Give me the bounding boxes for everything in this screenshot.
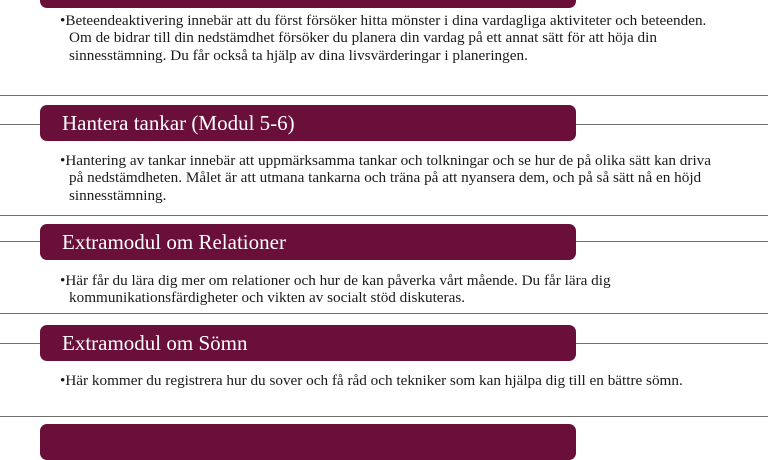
section-title-sleep: Extramodul om Sömn [62, 331, 248, 355]
section-header-sleep [40, 325, 576, 361]
section-text-handle-thoughts: •Hantering av tankar innebär att uppmärksamma tankar och tolkningar och se hur de på olika sätt kan driva på nedstämdheten. Målet är att utmana tankarna och träna på att nyansera dem, och på så sätt nå en höjd sinnesstämning. [60, 152, 711, 204]
section-header-behavioral-activation [40, 0, 576, 8]
section-header-next [40, 424, 576, 460]
section-text-relations: •Här får du lära dig mer om relationer och hur de kan påverka vårt mående. Du får lära dig kommunikationsfärdigheter och vikten av socialt stöd diskuteras. [60, 272, 611, 307]
section-text-behavioral-activation: •Beteendeaktivering innebär att du först försöker hitta mönster i dina vardagliga aktiviteter och beteenden. Om de bidrar till din nedstämdhet försöker du planera din vardag på ett annat sätt för att höja din sinnesstämning. Du får också ta hjälp av dina livsvärderingar i planeringen. [60, 12, 707, 64]
section-header-relations [40, 224, 576, 260]
bullet-icon: • [60, 152, 66, 169]
bullet-icon: • [60, 272, 66, 289]
section-header-handle-thoughts [40, 105, 576, 141]
section-text-sleep: •Här kommer du registrera hur du sover och få råd och tekniker som kan hjälpa dig till en bättre sömn. [60, 372, 683, 389]
section-title-handle-thoughts: Hantera tankar (Modul 5-6) [62, 111, 295, 135]
bullet-icon: • [60, 12, 66, 29]
section-title-relations: Extramodul om Relationer [62, 230, 286, 254]
bullet-icon: • [60, 372, 66, 389]
